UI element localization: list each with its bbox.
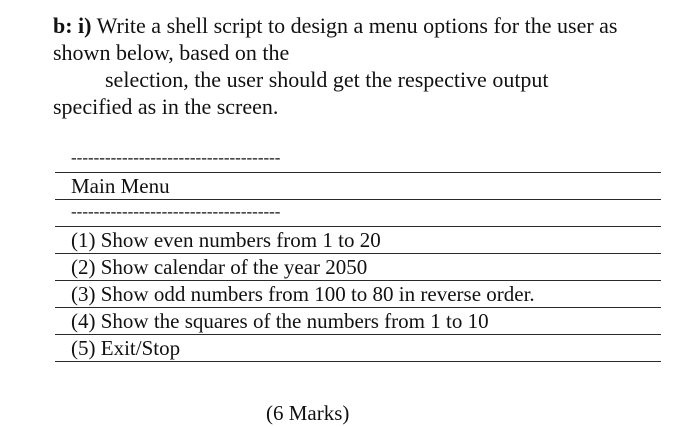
question-text — [53, 12, 683, 120]
menu-separator-top: ------------------------------------- — [55, 146, 661, 173]
question-line-2: shown below, based on the — [53, 40, 290, 65]
menu-option-5: (5) Exit/Stop — [55, 335, 661, 362]
menu-option-3: (3) Show odd numbers from 100 to 80 in reverse order. — [55, 281, 661, 308]
menu-option-2: (2) Show calendar of the year 2050 — [55, 254, 661, 281]
question-line-4: specified as in the screen. — [53, 94, 279, 119]
menu-option-4: (4) Show the squares of the numbers from 1 to 10 — [55, 308, 661, 335]
menu-separator-mid: ------------------------------------- — [55, 200, 661, 227]
question-prefix: b: i) — [53, 13, 92, 38]
question-line-3: selection, the user should get the respective output — [105, 67, 549, 92]
question-line-1-text: Write a shell script to design a menu options for the user as — [91, 13, 618, 38]
main-menu-table — [55, 146, 661, 362]
marks-label: (6 Marks) — [266, 401, 350, 425]
menu-title: Main Menu — [55, 173, 661, 200]
menu-option-1: (1) Show even numbers from 1 to 20 — [55, 227, 661, 254]
question-line-1 — [53, 12, 683, 39]
